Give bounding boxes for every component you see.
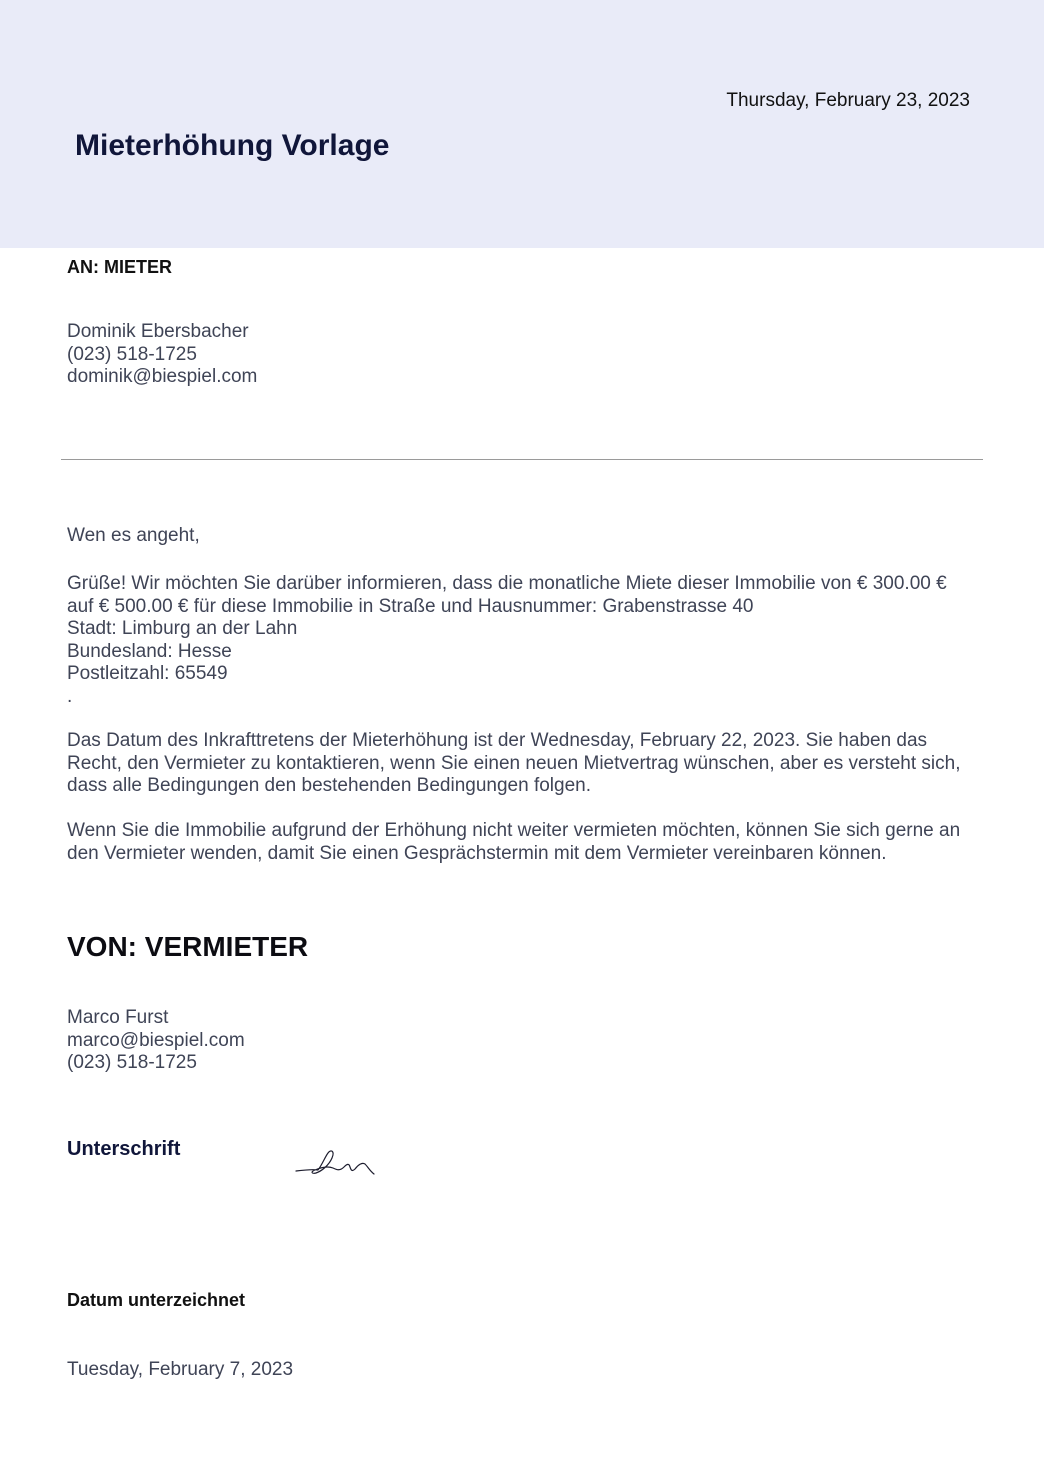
tenant-email: dominik@biespiel.com — [67, 366, 258, 387]
landlord-heading: VON: VERMIETER — [67, 931, 309, 962]
intro-line-1: Grüße! Wir möchten Sie darüber informieren, dass die monatliche Miete dieser Immobilie von € 300.00 € — [67, 573, 947, 594]
tenant-heading: AN: MIETER — [67, 257, 172, 277]
landlord-phone: (023) 518-1725 — [67, 1052, 197, 1073]
signature-label: Unterschrift — [67, 1138, 181, 1160]
property-zip: Postleitzahl: 65549 — [67, 663, 228, 684]
property-city: Stadt: Limburg an der Lahn — [67, 618, 298, 639]
tenant-phone: (023) 518-1725 — [67, 343, 197, 365]
document-title: Mieterhöhung Vorlage — [75, 129, 390, 162]
contact-landlord-paragraph: Wenn Sie die Immobilie aufgrund der Erhöhung nicht weiter vermieten möchten, können Sie sich gerne an den Vermieter wenden, damit Sie einen Gesprächstermin mit dem Vermieter vereinbaren können. — [67, 820, 961, 864]
effective-date-paragraph: Das Datum des Inkrafttretens der Mieterhöhung ist der Wednesday, February 22, 2023. Sie haben das Recht, den Vermieter zu kontaktieren, wenn Sie einen neuen Mietvertrag wünschen, aber es versteht sich, dass alle Bedingungen den bestehenden Bedingungen folgen. — [67, 730, 961, 796]
property-state: Bundesland: Hesse — [67, 640, 232, 662]
details-period: . — [67, 685, 73, 707]
tenant-name: Dominik Ebersbacher — [67, 321, 249, 342]
landlord-email: marco@biespiel.com — [67, 1029, 245, 1051]
landlord-name: Marco Furst — [67, 1007, 169, 1028]
intro-line-2: auf € 500.00 € für diese Immobilie in Straße und Hausnummer: Grabenstrasse 40 — [67, 595, 754, 617]
greeting: Wen es angeht, — [67, 525, 200, 546]
date-signed-label: Datum unterzeichnet — [67, 1290, 246, 1310]
section-divider — [61, 459, 983, 460]
header-banner — [0, 0, 1044, 248]
handwritten-signature — [294, 1145, 378, 1179]
document-date: Thursday, February 23, 2023 — [726, 90, 970, 111]
date-signed-value: Tuesday, February 7, 2023 — [67, 1359, 294, 1380]
landlord-contact-block — [67, 1007, 245, 1075]
rent-increase-details — [67, 573, 947, 708]
tenant-contact-block — [67, 321, 257, 389]
